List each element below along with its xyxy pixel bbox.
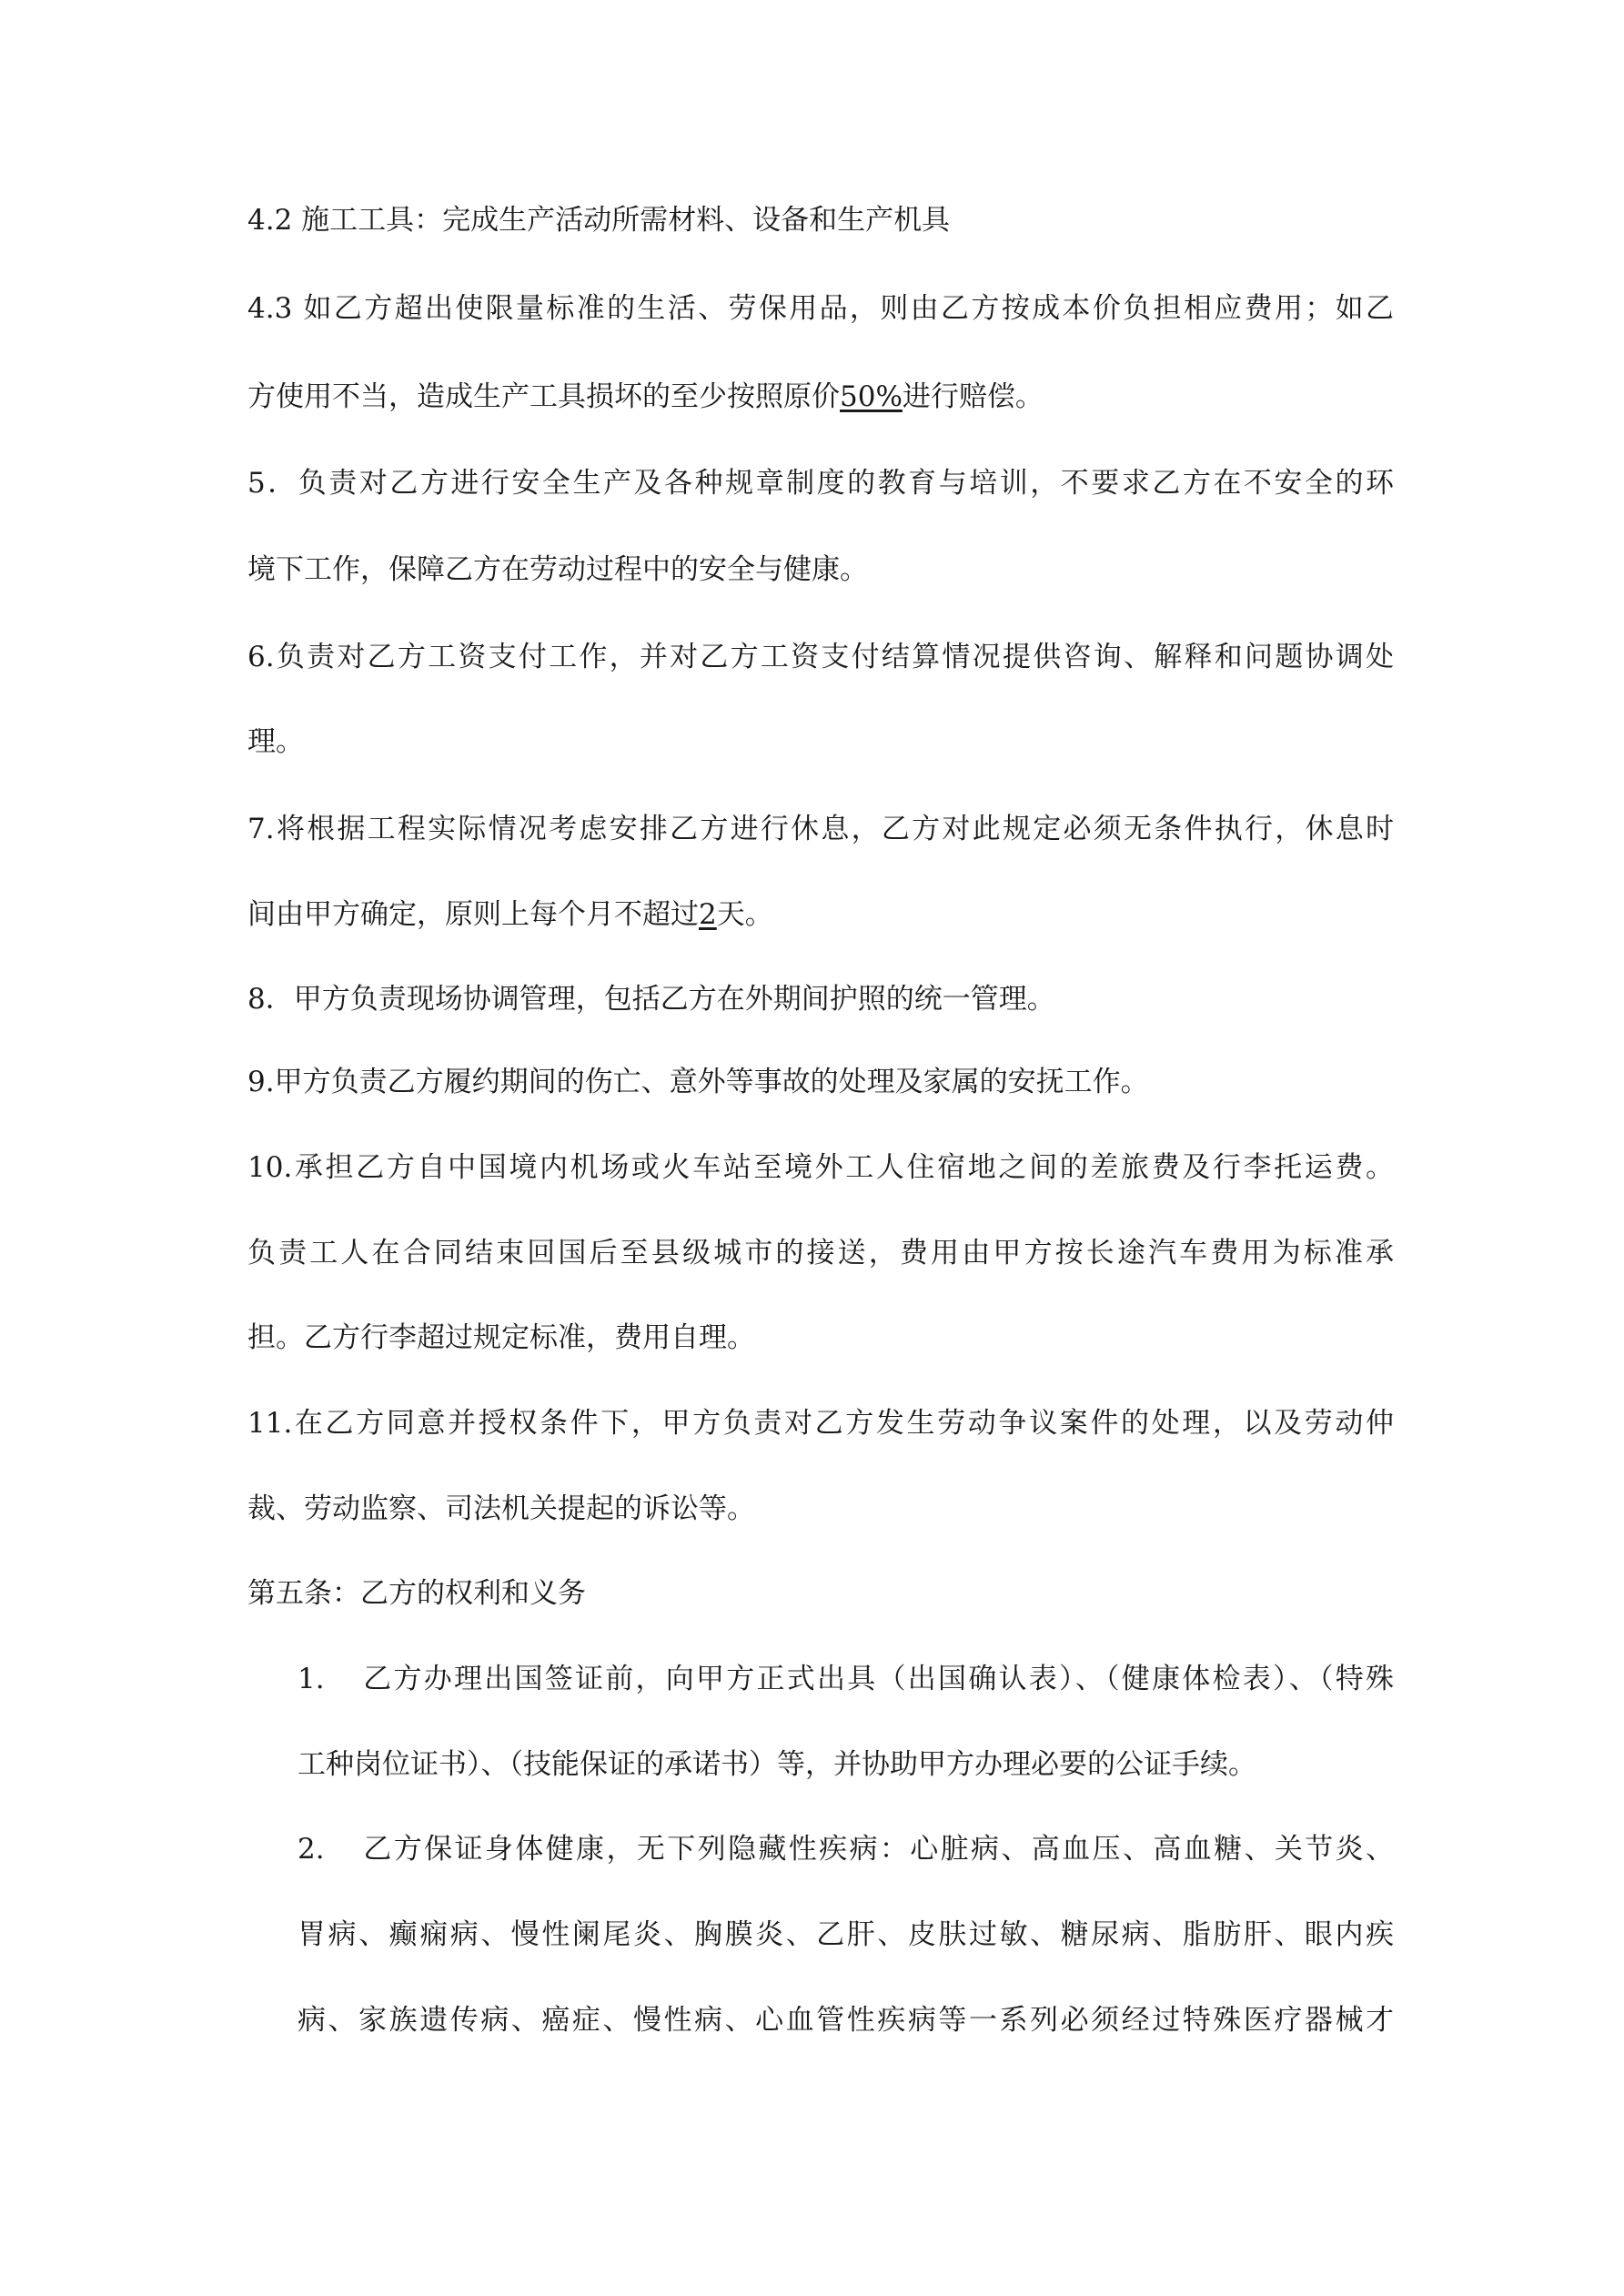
article-5-heading [247, 1575, 1394, 1612]
rest-days-count: 2 [699, 898, 717, 931]
clause-4-2-text: 4.2 施工工具：完成生产活动所需材料、设备和生产机具 [247, 204, 951, 237]
compensation-percent: 50% [840, 380, 903, 413]
item-1-line-2 [298, 1746, 1394, 1783]
item-2-text-1: 乙方保证身体健康，无下列隐藏性疾病：心脏病、高血压、高血糖、关节炎、 [361, 1833, 1394, 1866]
item-2-line-3 [298, 2002, 1394, 2038]
clause-11-text-2: 裁、劳动监察、司法机关提起的诉讼等。 [247, 1492, 755, 1525]
clause-11-text-1: 11.在乙方同意并授权条件下，甲方负责对乙方发生劳动争议案件的处理，以及劳动仲 [247, 1407, 1394, 1440]
item-2-line-1 [298, 1831, 1394, 1867]
clause-10-line-2 [247, 1235, 1394, 1271]
clause-7-line-2 [247, 896, 1394, 933]
clause-7-text-2a: 间由甲方确定，原则上每个月不超过 [247, 898, 699, 931]
clause-9-text: 9.甲方负责乙方履约期间的伤亡、意外等事故的处理及家属的安抚工作。 [247, 1066, 1149, 1098]
clause-10-line-3 [247, 1320, 1394, 1356]
item-1-text-1: 乙方办理出国签证前，向甲方正式出具（出国确认表）、（健康体检表）、（特殊 [361, 1663, 1394, 1695]
clause-11-line-1 [247, 1405, 1394, 1441]
clause-10-text-1: 10.承担乙方自中国境内机场或火车站至境外工人住宿地之间的差旅费及行李托运费。 [247, 1151, 1394, 1184]
clause-4-3-text-2c: 进行赔偿。 [902, 380, 1044, 413]
clause-5-text-2: 境下工作，保障乙方在劳动过程中的安全与健康。 [247, 553, 868, 586]
item-1-number: 1. [298, 1663, 325, 1695]
clause-5-text-1: 5．负责对乙方进行安全生产及各种规章制度的教育与培训，不要求乙方在不安全的环 [247, 467, 1394, 500]
clause-7-text-2c: 天。 [716, 898, 773, 931]
clause-7-text-1: 7.将根据工程实际情况考虑安排乙方进行休息，乙方对此规定必须无条件执行，休息时 [247, 813, 1394, 845]
clause-5-line-1 [247, 465, 1394, 501]
clause-9 [247, 1064, 1394, 1100]
clause-4-3-line-2 [247, 379, 1394, 415]
clause-11-line-2 [247, 1491, 1394, 1527]
clause-4-3-line-1 [247, 290, 1394, 327]
clause-10-text-3: 担。乙方行李超过规定标准，费用自理。 [247, 1321, 755, 1354]
clause-7-line-1 [247, 811, 1394, 847]
clause-5-line-2 [247, 551, 1394, 588]
clause-4-3-text-2a: 方使用不当，造成生产工具损坏的至少按照原价 [247, 380, 840, 413]
clause-10-line-1 [247, 1149, 1394, 1186]
clause-6-line-2 [247, 723, 1394, 760]
item-2-text-3: 病、家族遗传病、癌症、慢性病、心血管性疾病等一系列必须经过特殊医疗器械才 [298, 2004, 1394, 2037]
clause-6-text-1: 6.负责对乙方工资支付工作，并对乙方工资支付结算情况提供咨询、解释和问题协调处 [247, 641, 1394, 673]
article-5-heading-text: 第五条：乙方的权利和义务 [247, 1577, 586, 1610]
item-2-number: 2. [298, 1833, 325, 1866]
item-2-line-2 [298, 1917, 1394, 1953]
item-1-line-1 [298, 1661, 1394, 1697]
clause-6-line-1 [247, 639, 1394, 675]
item-1-text-2: 工种岗位证书）、（技能保证的承诺书）等，并协助甲方办理必要的公证手续。 [298, 1748, 1256, 1781]
clause-6-text-2: 理。 [247, 725, 304, 758]
clause-4-2 [247, 202, 1394, 238]
clause-8-text: 8．甲方负责现场协调管理，包括乙方在外期间护照的统一管理。 [247, 983, 1055, 1016]
clause-10-text-2: 负责工人在合同结束回国后至县级城市的接送，费用由甲方按长途汽车费用为标准承 [247, 1237, 1394, 1269]
item-2-text-2: 胃病、癫痫病、慢性阑尾炎、胸膜炎、乙肝、皮肤过敏、糖尿病、脂肪肝、眼内疾 [298, 1918, 1394, 1951]
clause-8 [247, 981, 1394, 1017]
clause-4-3-text-1: 4.3 如乙方超出使限量标准的生活、劳保用品，则由乙方按成本价负担相应费用；如乙 [247, 292, 1394, 325]
